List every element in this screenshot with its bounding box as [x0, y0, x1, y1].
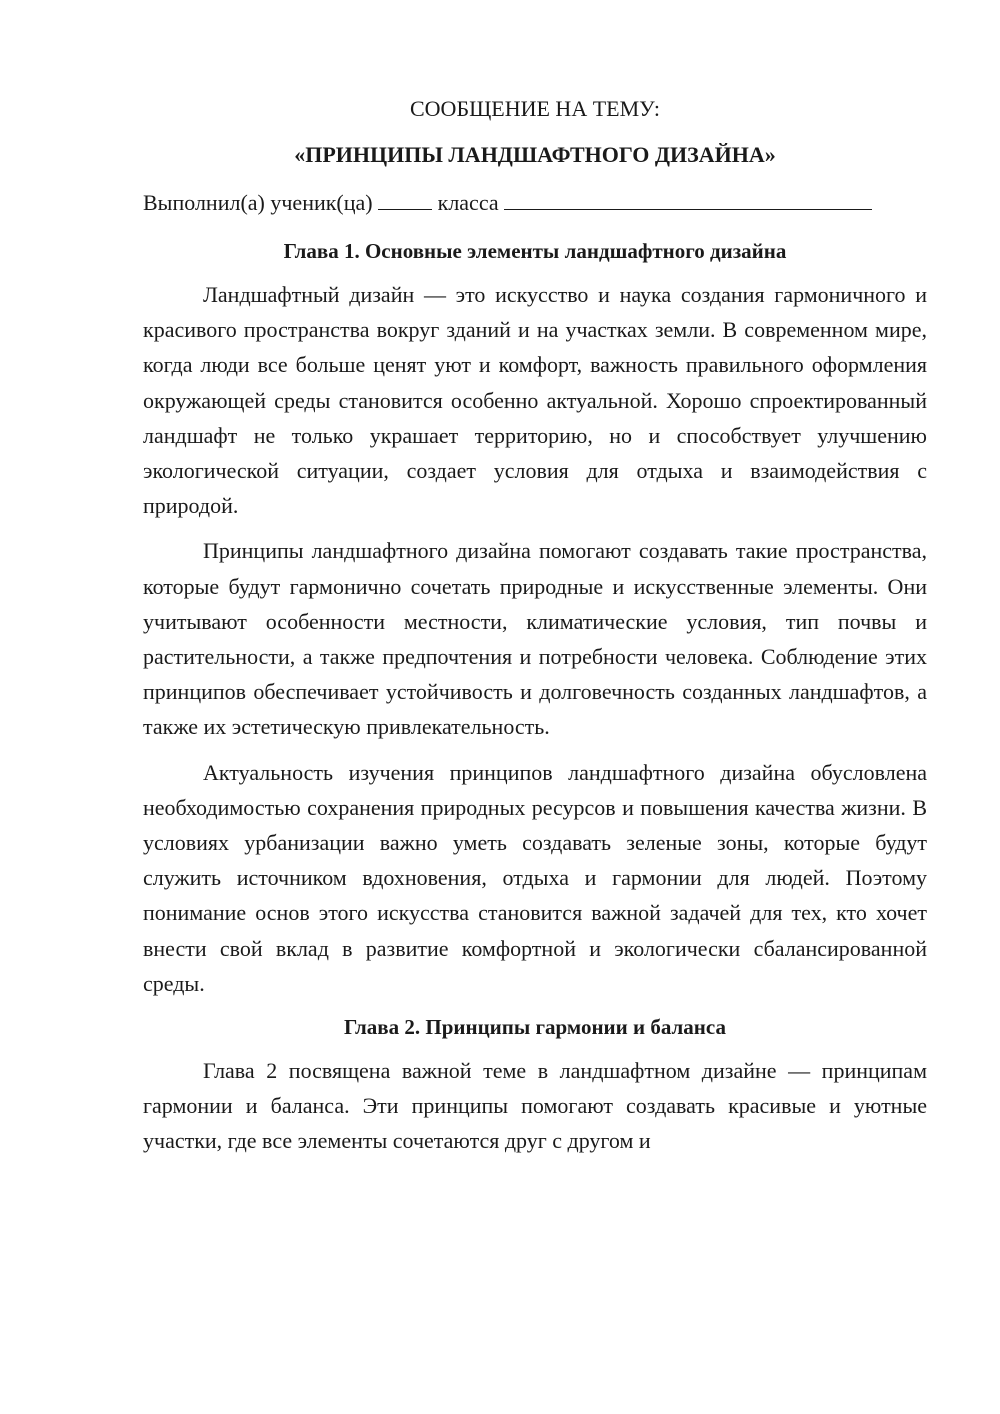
author-line: [143, 187, 927, 219]
chapter-1-heading: Глава 1. Основные элементы ландшафтного дизайна: [283, 239, 787, 263]
chapter-1-paragraph-1: Ландшафтный дизайн — это искусство и наука создания гармоничного и красивого пространства вокруг зданий и на участках земли. В современном мире, когда люди все больше ценят уют и комфорт, важность правильного оформления окружающей среды становится особенно актуальной. Хорошо спроектированный ландшафт не только украшает территорию, но и способствует улучшению экологической ситуации, создает условия для отдыха и взаимодействия с природой.: [143, 282, 927, 519]
class-label: класса: [437, 190, 499, 215]
chapter-2-paragraph-1: Глава 2 посвящена важной теме в ландшафтном дизайне — принципам гармонии и баланса. Эти принципы помогают создавать красивые и уютные участки, где все элементы сочетаются друг с другом и: [143, 1058, 927, 1154]
document-title-line-2: «ПРИНЦИПЫ ЛАНДШАФТНОГО ДИЗАЙНА»: [294, 142, 776, 167]
chapter-1-paragraph-3: Актуальность изучения принципов ландшафтного дизайна обусловлена необходимостью сохранения природных ресурсов и повышения качества жизни. В условиях урбанизации важно уметь создавать зеленые зоны, которые будут служить источником вдохновения, отдыха и гармонии для людей. Поэтому понимание основ этого искусства становится важной задачей для тех, кто хочет внести свой вклад в развитие комфортной и экологически сбалансированной среды.: [143, 759, 927, 996]
document-title-line-1: СООБЩЕНИЕ НА ТЕМУ:: [410, 96, 660, 121]
author-label: Выполнил(а) ученик(ца): [143, 190, 373, 215]
author-name-blank: [504, 189, 872, 210]
class-number-blank: [378, 189, 432, 210]
chapter-1-paragraph-2: Принципы ландшафтного дизайна помогают создавать такие пространства, которые будут гармонично сочетать природные и искусственные элементы. Они учитывают особенности местности, климатические условия, тип почвы и растительности, а также предпочтения и потребности человека. Соблюдение этих принципов обеспечивает устойчивость и долговечность созданных ландшафтов, а также их эстетическую привлекательность.: [143, 538, 927, 740]
chapter-2-heading: Глава 2. Принципы гармонии и баланса: [344, 1015, 726, 1040]
document-page: [143, 93, 927, 1169]
